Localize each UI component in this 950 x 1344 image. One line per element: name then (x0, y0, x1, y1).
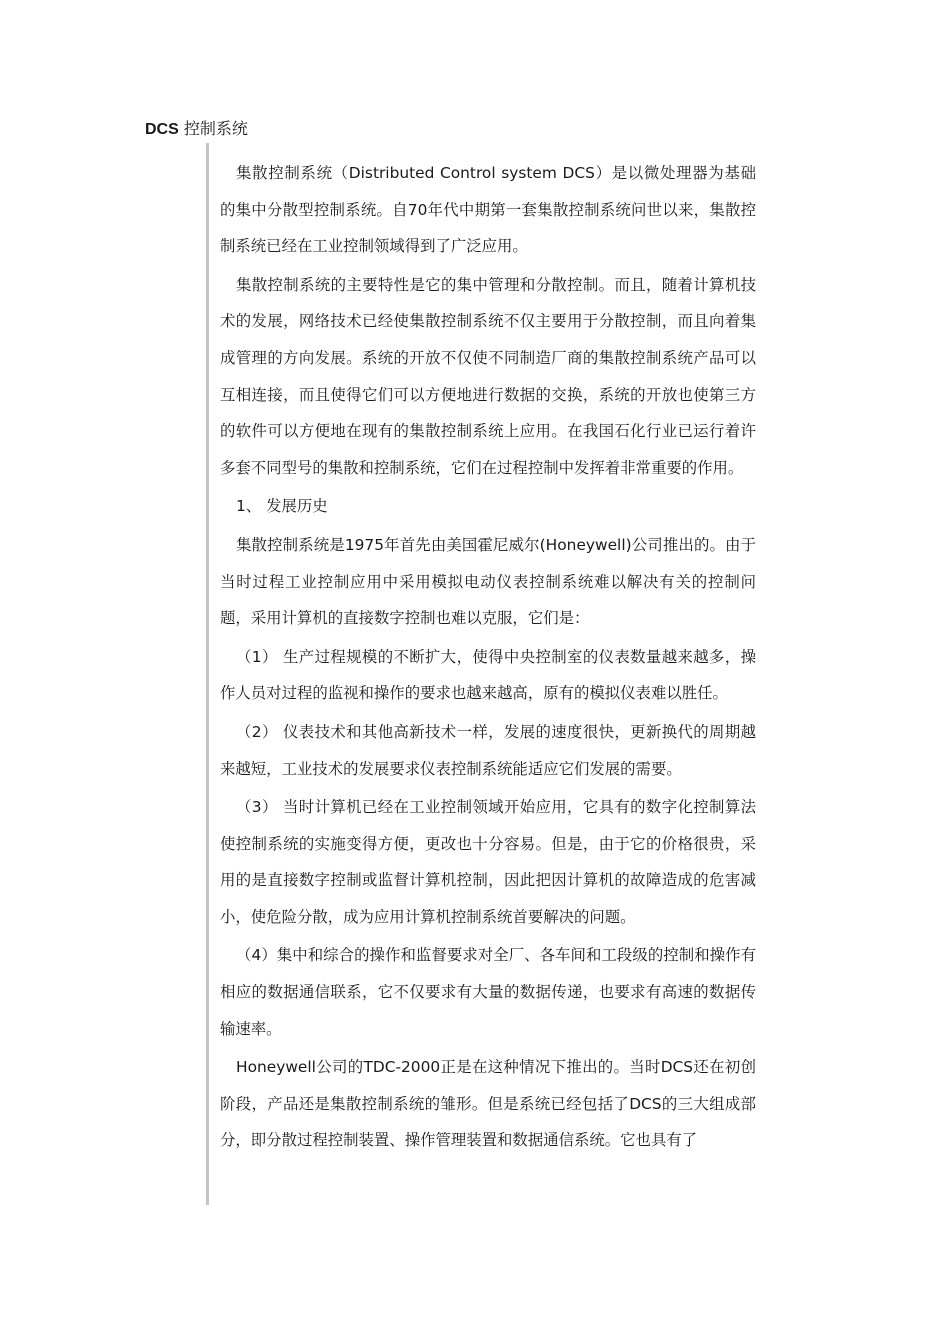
paragraph-intro: 集散控制系统（Distributed Control system DCS）是以微处理器为基础的集中分散型控制系统。自70年代中期第一套集散控制系统问世以来，集散控制系统已经在工业控制领域得到了广泛应用。 (220, 164, 756, 256)
page-title-suffix: 控制系统 (183, 119, 248, 138)
section-heading-history: 1、 发展历史 (236, 497, 328, 516)
document-body (220, 155, 756, 1161)
content-left-rule (206, 143, 209, 1205)
paragraph-item-3: （3） 当时计算机已经在工业控制领域开始应用，它具有的数字化控制算法使控制系统的实施变得方便，更改也十分容易。但是，由于它的价格很贵，采用的是直接数字控制或监督计算机控制，因此把因计算机的故障造成的危害减小，使危险分散，成为应用计算机控制系统首要解决的问题。 (220, 798, 756, 926)
paragraph-tdc2000: Honeywell公司的TDC-2000正是在这种情况下推出的。当时DCS还在初创阶段，产品还是集散控制系统的雏形。但是系统已经包括了DCS的三大组成部分，即分散过程控制装置、操作管理装置和数据通信系统。它也具有了 (220, 1058, 756, 1150)
paragraph-history: 集散控制系统是1975年首先由美国霍尼威尔(Honeywell)公司推出的。由于当时过程工业控制应用中采用模拟电动仪表控制系统难以解决有关的控制问题，采用计算机的直接数字控制也难以克服，它们是： (220, 535, 756, 628)
paragraph-characteristics: 集散控制系统的主要特性是它的集中管理和分散控制。而且，随着计算机技术的发展，网络技术已经使集散控制系统不仅主要用于分散控制，而且向着集成管理的方向发展。系统的开放不仅使不同制造厂商的集散控制系统产品可以互相连接，而且使得它们可以方便地进行数据的交换，系统的开放也使第三方的软件可以方便地在现有的集散控制系统上应用。在我国石化行业已运行着许多套不同型号的集散和控制系统，它们在过程控制中发挥着非常重要的作用。 (220, 275, 756, 477)
paragraph-item-1: （1） 生产过程规模的不断扩大，使得中央控制室的仪表数量越来越多，操作人员对过程的监视和操作的要求也越来越高，原有的模拟仪表难以胜任。 (220, 647, 756, 703)
page-title (145, 118, 248, 141)
paragraph-item-4: （4）集中和综合的操作和监督要求对全厂、各车间和工段级的控制和操作有相应的数据通信联系，它不仅要求有大量的数据传递，也要求有高速的数据传输速率。 (220, 946, 756, 1038)
page-title-prefix: DCS (145, 121, 179, 138)
paragraph-item-2: （2） 仪表技术和其他高新技术一样，发展的速度很快，更新换代的周期越来越短，工业技术的发展要求仪表控制系统能适应它们发展的需要。 (220, 722, 756, 778)
